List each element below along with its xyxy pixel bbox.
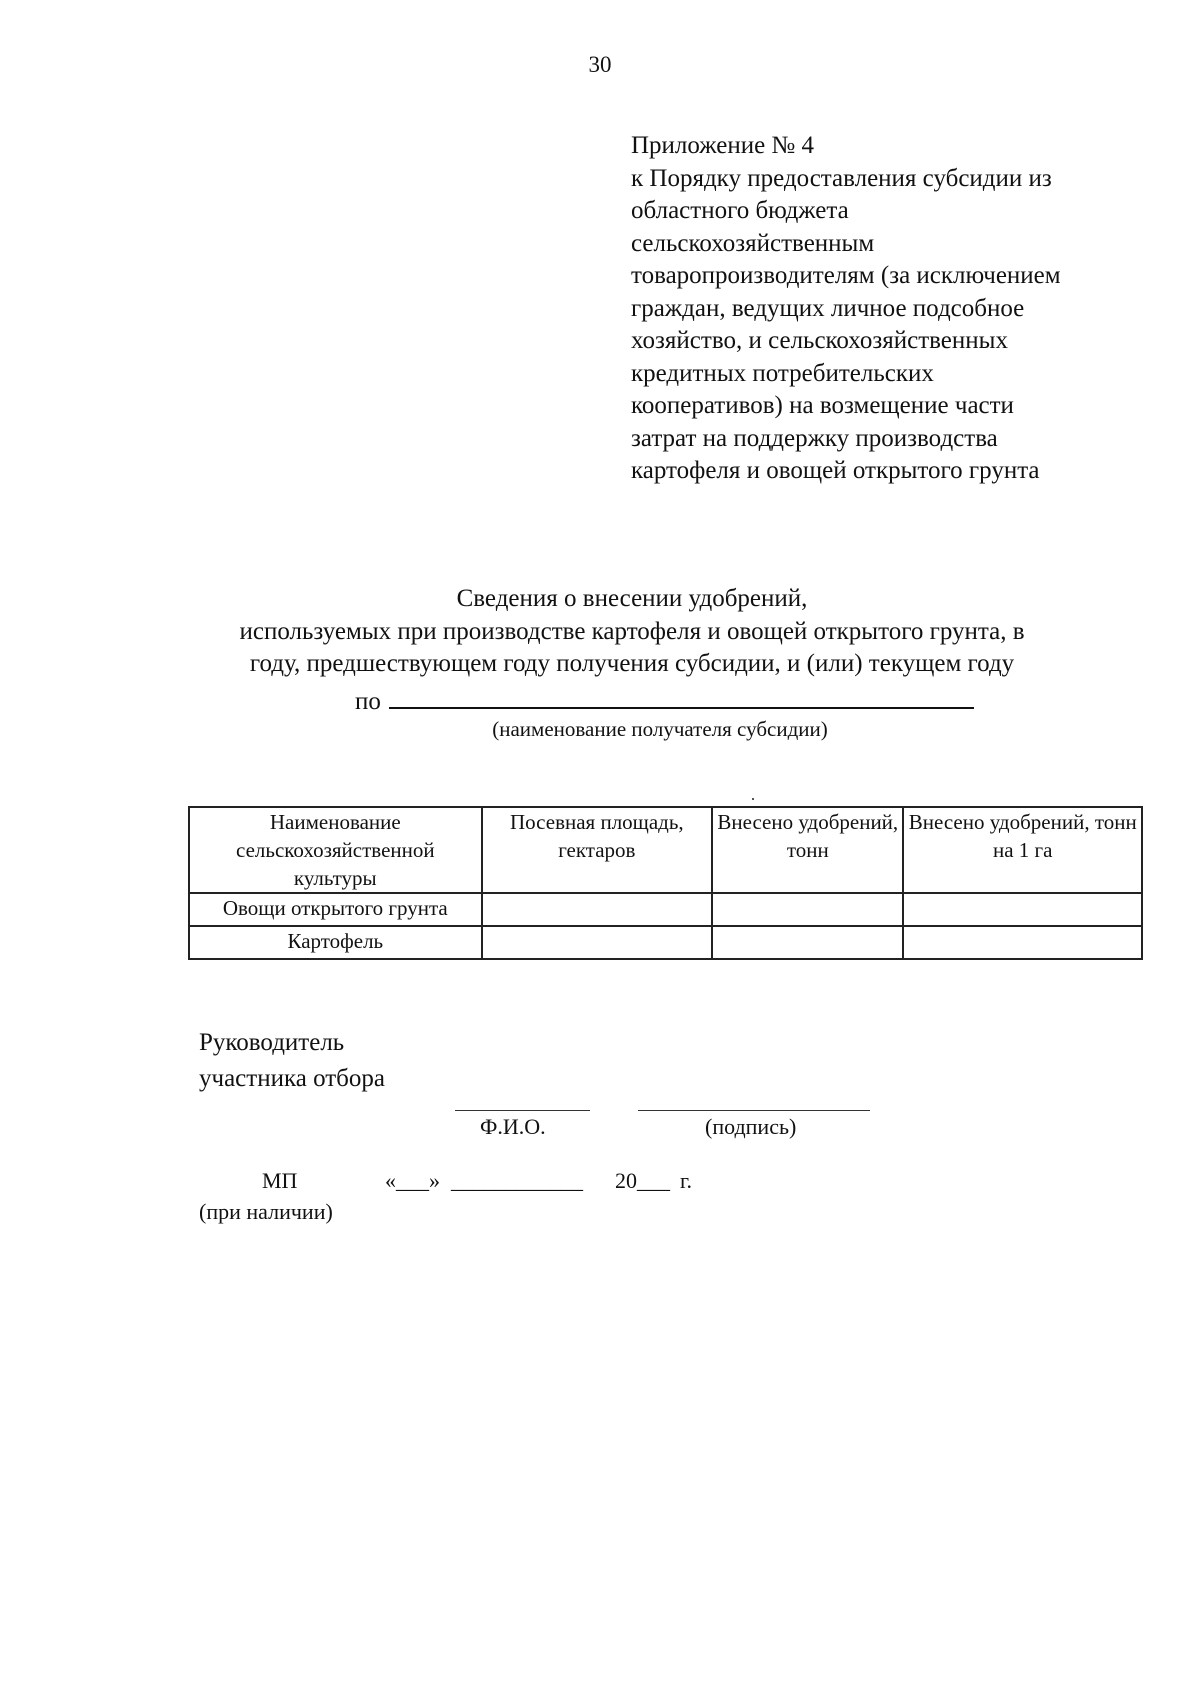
appendix-heading [631, 130, 1151, 488]
signatory-line: Руководитель [199, 1029, 345, 1056]
table-row [189, 893, 1142, 926]
appendix-line: к Порядку предоставления субсидии из [631, 164, 1052, 192]
table-cell-area[interactable] [482, 893, 712, 926]
signatory-line: участника отбора [199, 1065, 385, 1092]
appendix-line: затрат на поддержку производства [631, 424, 998, 452]
table-cell-crop: Овощи открытого грунта [189, 893, 482, 926]
recipient-caption: (наименование получателя субсидии) [492, 717, 828, 741]
scan-mark [752, 798, 754, 800]
date-year-field[interactable]: 20___ [615, 1168, 670, 1193]
signature-label: (подпись) [705, 1114, 797, 1139]
fio-blank-line[interactable] [455, 1110, 590, 1111]
stamp-note: (при наличии) [199, 1199, 333, 1224]
fio-label: Ф.И.О. [480, 1114, 546, 1139]
table-cell-fertilizer-per-ha[interactable] [903, 926, 1142, 959]
signature-blank-line[interactable] [638, 1110, 870, 1111]
appendix-line: кооперативов) на возмещение части [631, 392, 1014, 419]
date-month-field[interactable]: ____________ [451, 1168, 583, 1193]
column-header: Внесено удобрений, тонн [712, 807, 903, 893]
fertilizer-table [188, 806, 1143, 960]
table-cell-fertilizer-per-ha[interactable] [903, 893, 1142, 926]
appendix-line: Приложение № 4 [631, 132, 815, 159]
appendix-line: хозяйство, и сельскохозяйственных [631, 327, 1008, 354]
page-number: 30 [588, 52, 612, 77]
appendix-line: кредитных потребительских [631, 359, 934, 387]
table-cell-fertilizer-tons[interactable] [712, 926, 903, 959]
table-cell-area[interactable] [482, 926, 712, 959]
recipient-field [355, 683, 974, 718]
document-title [150, 583, 1114, 681]
recipient-blank-line[interactable] [389, 683, 974, 709]
title-line: используемых при производстве картофеля и овощей открытого грунта, в [239, 617, 1025, 645]
column-header: Посевная площадь, гектаров [482, 807, 712, 893]
appendix-line: товаропроизводителям (за исключением [631, 262, 1061, 289]
column-header: Наименование сельскохозяйственной культуры [189, 807, 482, 893]
title-line: Сведения о внесении удобрений, [456, 585, 808, 612]
column-header: Внесено удобрений, тонн на 1 га [903, 807, 1142, 893]
table-row [189, 926, 1142, 959]
appendix-line: сельскохозяйственным [631, 229, 875, 257]
appendix-line: картофеля и овощей открытого грунта [631, 457, 1040, 484]
appendix-line: областного бюджета [631, 197, 849, 224]
year-suffix: г. [680, 1168, 693, 1193]
appendix-line: граждан, ведущих личное подсобное [631, 294, 1025, 322]
date-day-field[interactable]: «___» [385, 1168, 440, 1193]
signatory-title [199, 1025, 385, 1097]
stamp-label: МП [262, 1168, 298, 1193]
recipient-prefix: по [355, 688, 381, 715]
table-cell-crop: Картофель [189, 926, 482, 959]
table-cell-fertilizer-tons[interactable] [712, 893, 903, 926]
title-line: году, предшествующем году получения субсидии, и (или) текущем году [249, 650, 1015, 677]
table-header-row [189, 807, 1142, 893]
